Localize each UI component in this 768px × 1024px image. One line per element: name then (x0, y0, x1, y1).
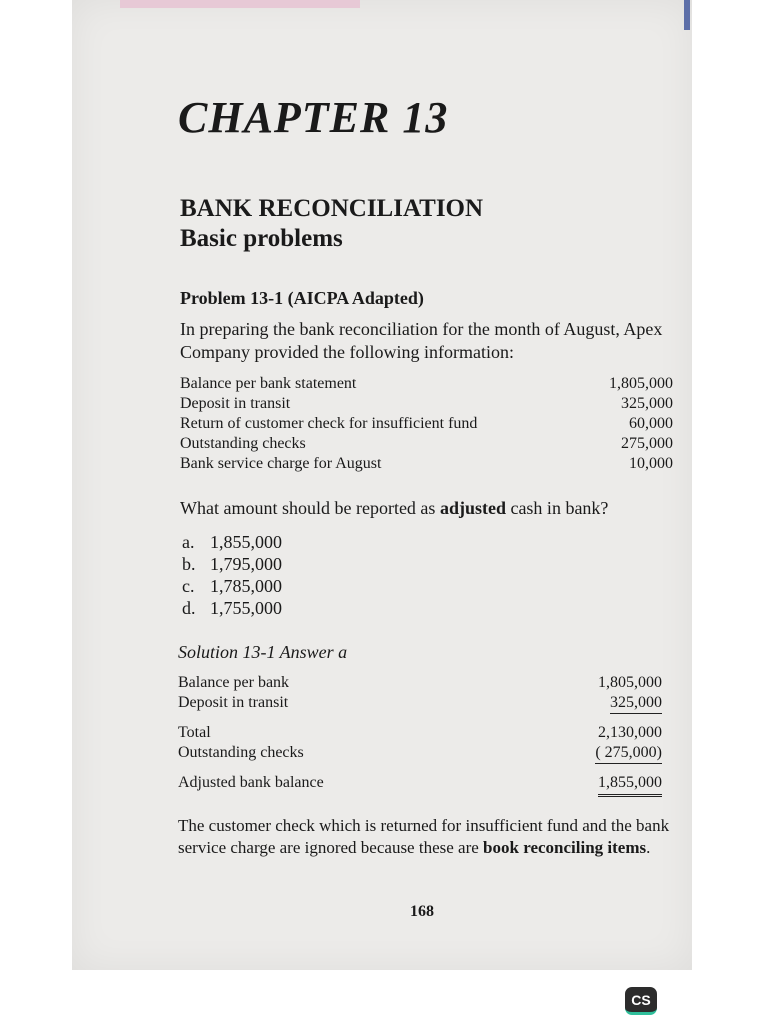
item-label: Balance per bank statement (180, 375, 357, 392)
solution-row (178, 774, 662, 794)
question-text-end: cash in bank? (505, 498, 609, 518)
solution-label: Total (178, 724, 211, 741)
item-label: Return of customer check for insufficient fund (180, 415, 478, 432)
choice-value: 1,855,000 (210, 532, 282, 552)
camscanner-logo-icon: CS (625, 987, 657, 1015)
solution-row (178, 724, 662, 744)
solution-amount: ( 275,000) (595, 744, 662, 764)
solution-amount: 2,130,000 (598, 724, 662, 741)
problem-title: Problem 13-1 (AICPA Adapted) (180, 288, 424, 308)
note-text-start: The customer check which is returned for insufficient fund and the bank service charge are ignored because these are (178, 816, 670, 858)
choice-letter: b. (182, 554, 196, 574)
note-text-end: . (646, 838, 651, 858)
question-text (180, 498, 608, 519)
question-text-start: What amount should be reported as (180, 498, 440, 518)
solution-amount: 1,805,000 (598, 674, 662, 691)
table-row (180, 414, 673, 434)
choice-c (182, 575, 282, 597)
section-subtitle: Basic problems (180, 224, 343, 252)
table-row (180, 434, 673, 454)
section-title: BANK RECONCILIATION (180, 195, 484, 222)
solution-label: Balance per bank (178, 674, 290, 691)
problem-data-table (180, 374, 673, 474)
choice-letter: c. (182, 576, 195, 596)
choice-value: 1,755,000 (210, 598, 282, 618)
choice-letter: d. (182, 598, 196, 618)
item-amount: 325,000 (621, 395, 673, 412)
answer-choices (182, 531, 282, 619)
table-row (180, 454, 673, 474)
choice-d (182, 597, 282, 619)
solution-title: Solution 13-1 Answer a (178, 642, 348, 662)
choice-value: 1,785,000 (210, 576, 282, 596)
question-emphasis: adjusted (439, 498, 506, 518)
choice-value: 1,795,000 (210, 554, 282, 574)
page-corner-mark (684, 0, 690, 30)
solution-amount: 325,000 (610, 694, 662, 714)
solution-row (178, 744, 662, 764)
solution-label: Deposit in transit (178, 694, 289, 711)
table-row (180, 374, 673, 394)
item-label: Outstanding checks (180, 435, 306, 452)
section-heading (180, 194, 483, 253)
page-edge-strip (120, 0, 360, 8)
solution-label: Adjusted bank balance (178, 774, 324, 791)
item-amount: 1,805,000 (609, 375, 673, 392)
choice-b (182, 553, 282, 575)
item-label: Deposit in transit (180, 395, 291, 412)
solution-label: Outstanding checks (178, 744, 304, 761)
solution-amount: 1,855,000 (598, 774, 662, 797)
choice-a (182, 531, 282, 553)
table-row (180, 394, 673, 414)
page-number: 168 (410, 903, 434, 920)
item-label: Bank service charge for August (180, 455, 382, 472)
note-emphasis: book reconciling items (483, 838, 647, 858)
problem-intro: In preparing the bank reconciliation for the month of August, Apex Company provided the following information: (180, 319, 663, 363)
solution-row (178, 694, 662, 714)
item-amount: 60,000 (629, 415, 673, 432)
item-amount: 10,000 (629, 455, 673, 472)
solution-note (178, 815, 673, 859)
choice-letter: a. (182, 532, 195, 552)
solution-row (178, 674, 662, 694)
item-amount: 275,000 (621, 435, 673, 452)
chapter-heading: CHAPTER 13 (178, 93, 449, 142)
